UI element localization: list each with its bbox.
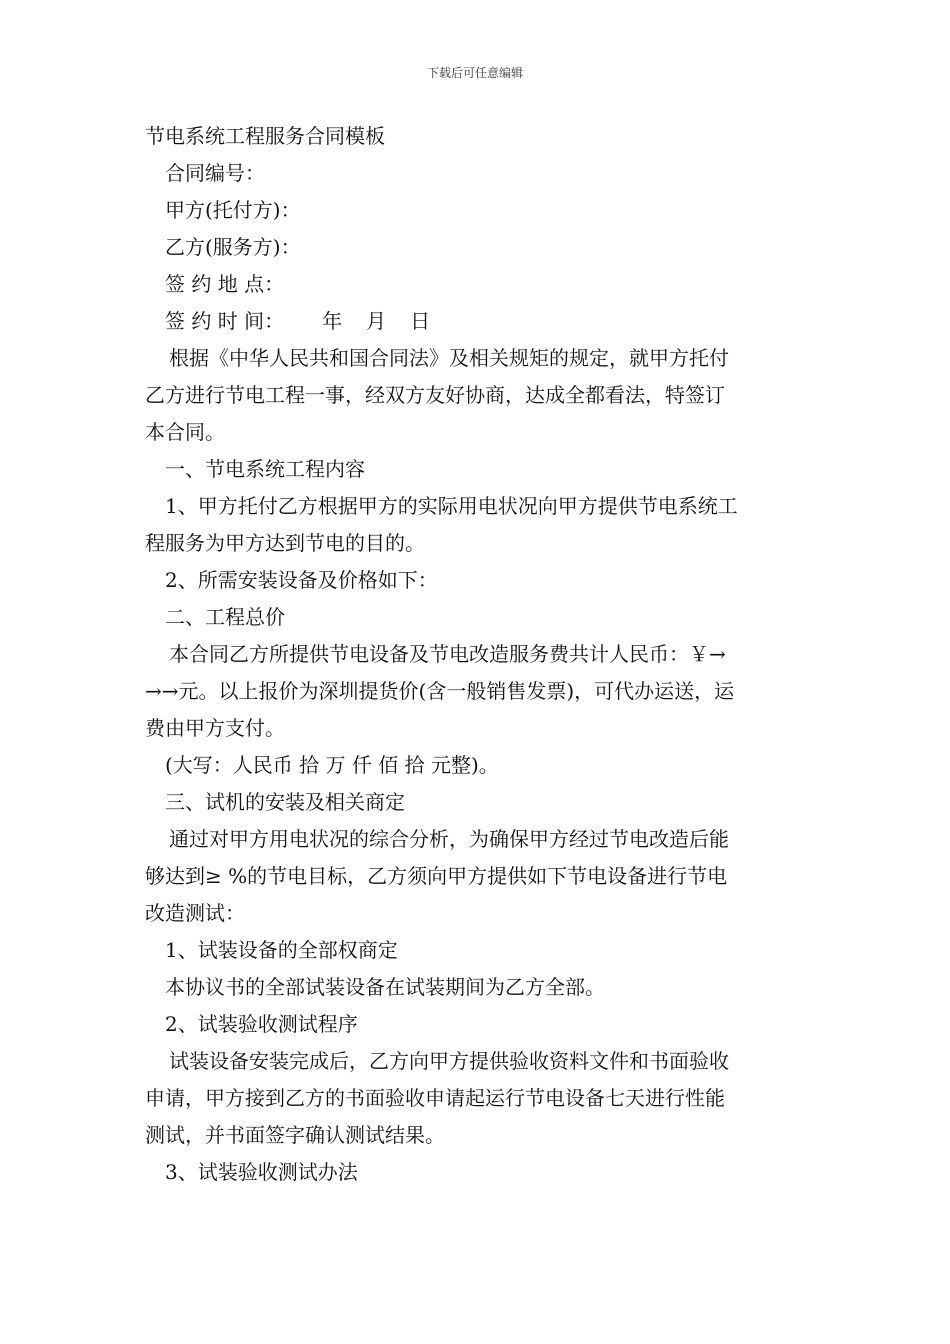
section-3-sub-2-line-1: 试装设备安装完成后，乙方向甲方提供验收资料文件和书面验收 <box>169 1049 729 1073</box>
section-2-line-1: 本合同乙方所提供节电设备及节电改造服务费共计人民币：￥→ <box>169 642 726 666</box>
section-3-sub-1-heading: 1、试装设备的全部权商定 <box>165 938 398 962</box>
date-day: 日 <box>410 309 431 333</box>
section-3-sub-2-line-2: 申请，甲方接到乙方的书面验收申请起运行节电设备七天进行性能 <box>145 1086 725 1110</box>
section-3-line-1: 通过对甲方用电状况的综合分析，为确保甲方经过节电改造后能 <box>169 827 729 851</box>
field-party-b: 乙方(服务方)： <box>165 235 301 259</box>
section-3-sub-2-line-3: 测试，并书面签字确认测试结果。 <box>145 1123 445 1147</box>
page-header: 下载后可任意编辑 <box>426 66 523 80</box>
section-3-sub-1-text: 本协议书的全部试装设备在试装期间为乙方全部。 <box>165 975 605 999</box>
section-1-item-2: 2、所需安装设备及价格如下： <box>165 568 438 592</box>
field-party-a: 甲方(托付方)： <box>165 198 301 222</box>
date-year: 年 <box>322 309 343 333</box>
field-signing-time <box>145 303 810 340</box>
section-2-line-2: →→元。以上报价为深圳提货价(含一般销售发票)，可代办运送，运 <box>145 679 735 703</box>
section-3-heading: 三、试机的安装及相关商定 <box>165 790 405 814</box>
section-2-line-3: 费由甲方支付。 <box>145 716 285 740</box>
field-contract-no: 合同编号： <box>165 161 265 185</box>
document-body <box>145 118 810 1191</box>
intro-line-1: 根据《中华人民共和国合同法》及相关规矩的规定，就甲方托付 <box>169 346 729 370</box>
section-2-heading: 二、工程总价 <box>165 605 285 629</box>
field-signing-place: 签 约 地 点： <box>165 272 285 296</box>
section-1-heading: 一、节电系统工程内容 <box>165 457 365 481</box>
intro-line-3: 本合同。 <box>145 420 225 444</box>
section-3-sub-3-heading: 3、试装验收测试办法 <box>165 1160 358 1184</box>
section-3-sub-2-heading: 2、试装验收测试程序 <box>165 1012 358 1036</box>
section-3-line-2: 够达到≥ %的节电目标，乙方须向甲方提供如下节电设备进行节电 <box>145 864 728 888</box>
signing-time-label: 签 约 时 间： <box>165 309 285 333</box>
section-3-line-3: 改造测试： <box>145 901 245 925</box>
intro-line-2: 乙方进行节电工程一事，经双方友好协商，达成全都看法，特签订 <box>145 383 725 407</box>
document-title: 节电系统工程服务合同模板 <box>145 124 385 148</box>
section-1-item-1-line-2: 程服务为甲方达到节电的目的。 <box>145 531 425 555</box>
section-1-item-1-line-1: 1、甲方托付乙方根据甲方的实际用电状况向甲方提供节电系统工 <box>165 494 738 518</box>
date-month: 月 <box>366 309 387 333</box>
section-2-amount-in-words: (大写：人民币 拾 万 仟 佰 拾 元整)。 <box>165 753 499 777</box>
